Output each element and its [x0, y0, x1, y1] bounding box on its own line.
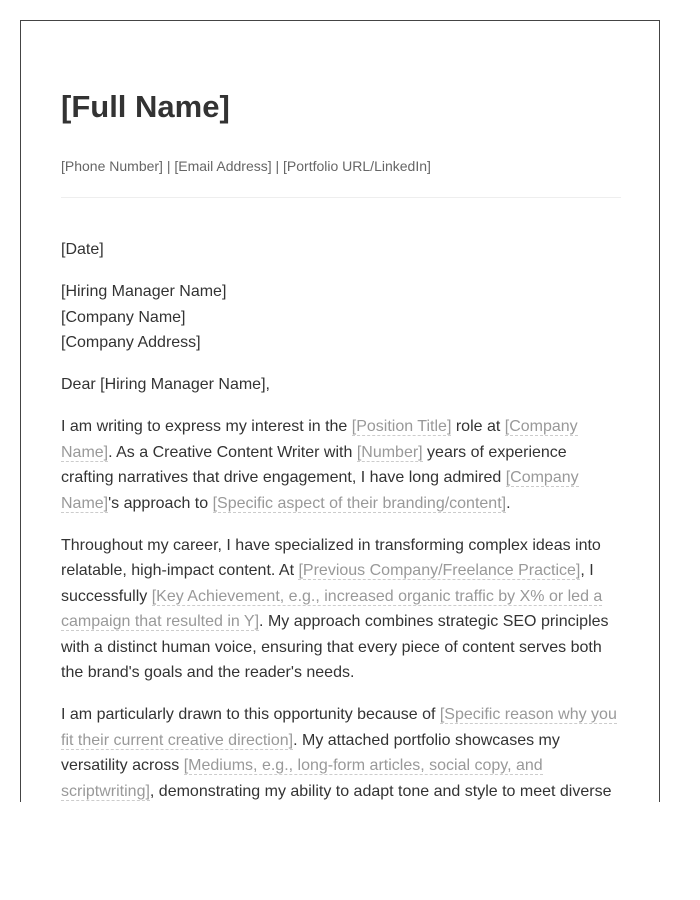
contact-line: [Phone Number] | [Email Address] | [Portfolio URL/LinkedIn]: [61, 158, 431, 174]
text-run: years of experience crafting narratives that drive engagement, I have long admired: [61, 443, 567, 486]
text-run: I am particularly drawn to this opportunity because of: [61, 706, 440, 723]
placeholder-position-title[interactable]: [Position Title]: [351, 418, 452, 435]
recipient-company-name: [Company Name]: [61, 308, 186, 326]
placeholder-previous-company[interactable]: [Previous Company/Freelance Practice]: [298, 562, 581, 579]
text-run: role at: [451, 418, 505, 435]
text-run: .: [506, 494, 511, 512]
text-run: . My attached portfolio showcases my versatility across: [61, 731, 560, 774]
header-divider: [61, 197, 621, 198]
placeholder-mediums[interactable]: [Mediums, e.g., long-form articles, social copy, and scriptwriting]: [61, 757, 543, 800]
paragraph-intro: [61, 414, 621, 516]
paragraph-motivation: [61, 702, 621, 802]
recipient-company-address: [Company Address]: [61, 334, 201, 351]
placeholder-branding-aspect[interactable]: [Specific aspect of their branding/content]: [212, 494, 507, 512]
text-run: . As a Creative Content Writer with: [108, 443, 357, 461]
text-run: , demonstrating my ability to adapt tone and style to meet diverse: [149, 782, 612, 800]
letter-page: [20, 20, 660, 802]
letter-body: [61, 237, 621, 802]
placeholder-company-name[interactable]: [Company Name]: [61, 418, 578, 461]
salutation: Dear [Hiring Manager Name],: [61, 376, 270, 393]
text-run: Throughout my career, I have specialized in transforming complex ideas into relatable, high-impact content. At: [61, 536, 601, 579]
placeholder-company-name[interactable]: [Company Name]: [61, 469, 579, 512]
date-line: [Date]: [61, 241, 104, 258]
text-run: . My approach combines strategic SEO principles with a distinct human voice, ensuring that every piece of content serves both the brand's goals and the reader's needs.: [61, 613, 609, 681]
full-name-heading: [Full Name]: [61, 89, 230, 124]
text-run: 's approach to: [108, 494, 213, 512]
text-run: I am writing to express my interest in the: [61, 418, 352, 435]
placeholder-specific-reason[interactable]: [Specific reason why you fit their current creative direction]: [61, 706, 617, 749]
placeholder-key-achievement[interactable]: [Key Achievement, e.g., increased organic traffic by X% or led a campaign that resulted in Y]: [61, 587, 603, 630]
placeholder-number[interactable]: [Number]: [356, 443, 423, 461]
recipient-manager-name: [Hiring Manager Name]: [61, 283, 227, 300]
text-run: , I successfully: [61, 562, 594, 605]
recipient-block: [61, 279, 621, 356]
paragraph-experience: [61, 533, 621, 686]
